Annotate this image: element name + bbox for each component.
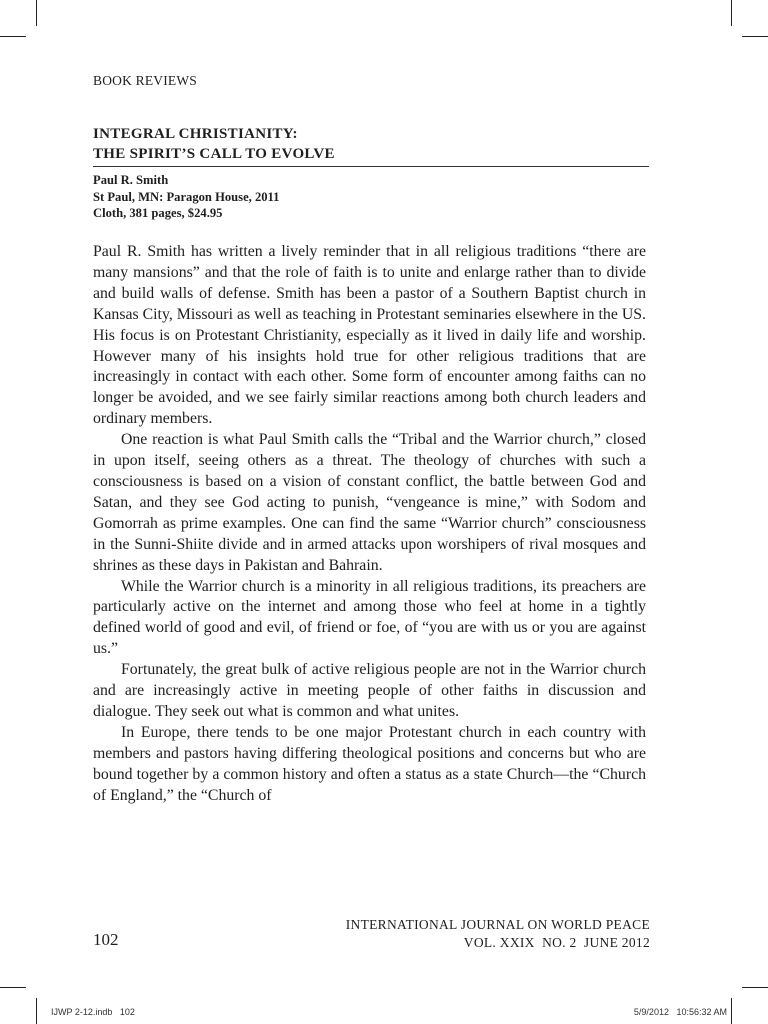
review-title-line-1: INTEGRAL CHRISTIANITY: — [93, 126, 298, 142]
paragraph-2: One reaction is what Paul Smith calls the “Tribal and the Warrior church,” closed in upon itself, seeing others as a threat. The theology of churches with such a consciousness is based on a vision of constant conflict, the battle between God and Satan, and they see God acting to punish, “vengeance is mine,” with Sodom and Gomorrah as prime examples. One can find the same “Warrior church” consciousness in the Sunni-Shiite divide and in armed attacks upon worshipers of rival mosques and shrines as these days in Pakistan and Bahrain. — [93, 431, 646, 574]
book-publisher: St Paul, MN: Paragon House, 2011 — [93, 189, 280, 204]
paragraph-4: Fortunately, the great bulk of active religious people are not in the Warrior church and are increasingly active in meeting people of other faiths in discussion and dialogue. They seek out what is common and what unites. — [93, 661, 646, 720]
crop-mark-bottom-right-vertical — [731, 998, 732, 1024]
crop-mark-bottom-left-horizontal — [0, 987, 26, 988]
crop-mark-bottom-left-vertical — [36, 998, 37, 1024]
book-details — [93, 172, 279, 222]
book-format-price: Cloth, 381 pages, $24.95 — [93, 206, 223, 220]
printer-slug-timestamp: 5/9/2012 10:56:32 AM — [633, 1007, 727, 1017]
printer-slug-file: IJWP 2-12.indb 102 — [51, 1007, 135, 1017]
crop-mark-top-right-horizontal — [742, 36, 768, 37]
paragraph-5: In Europe, there tends to be one major Protestant church in each country with members and pastors having differing theological positions and concerns but who are bound together by a common history and often a status as a state Church—the “Church of England,” the “Church of — [93, 723, 646, 804]
crop-mark-bottom-right-horizontal — [742, 987, 768, 988]
paragraph-1: Paul R. Smith has written a lively reminder that in all religious traditions “there are many mansions” and that the role of faith is to unite and enlarge rather than to divide and build walls of defense. Smith has been a pastor of a Southern Baptist church in Kansas City, Missouri as well as teaching in Protestant seminaries elsewhere in the US. His focus is on Protestant Christianity, especially as it lived in daily life and worship. However many of his insights hold true for other religious traditions that are increasingly in contact with each other. Some form of encounter among faiths can no longer be avoided, and we see fairly similar reactions among both church leaders and ordinary members. — [93, 243, 646, 428]
journal-footer — [346, 916, 650, 951]
journal-issue: VOL. XXIX NO. 2 JUNE 2012 — [463, 934, 650, 950]
review-title-line-2: THE SPIRIT’S CALL TO EVOLVE — [93, 146, 335, 162]
title-divider — [93, 166, 649, 167]
book-author: Paul R. Smith — [93, 173, 169, 187]
page-number: 102 — [93, 930, 119, 949]
crop-mark-top-left-vertical — [36, 0, 37, 26]
crop-mark-top-right-vertical — [731, 0, 732, 26]
journal-name: INTERNATIONAL JOURNAL ON WORLD PEACE — [345, 917, 650, 932]
crop-mark-top-left-horizontal — [0, 36, 26, 37]
paragraph-3: While the Warrior church is a minority in all religious traditions, its preachers are particularly active on the internet and among those who feel at home in a tightly defined world of good and evil, of friend or foe, of “you are with us or you are against us.” — [93, 577, 646, 658]
review-title — [93, 124, 335, 164]
section-label: BOOK REVIEWS — [93, 73, 198, 88]
review-body — [93, 242, 646, 806]
